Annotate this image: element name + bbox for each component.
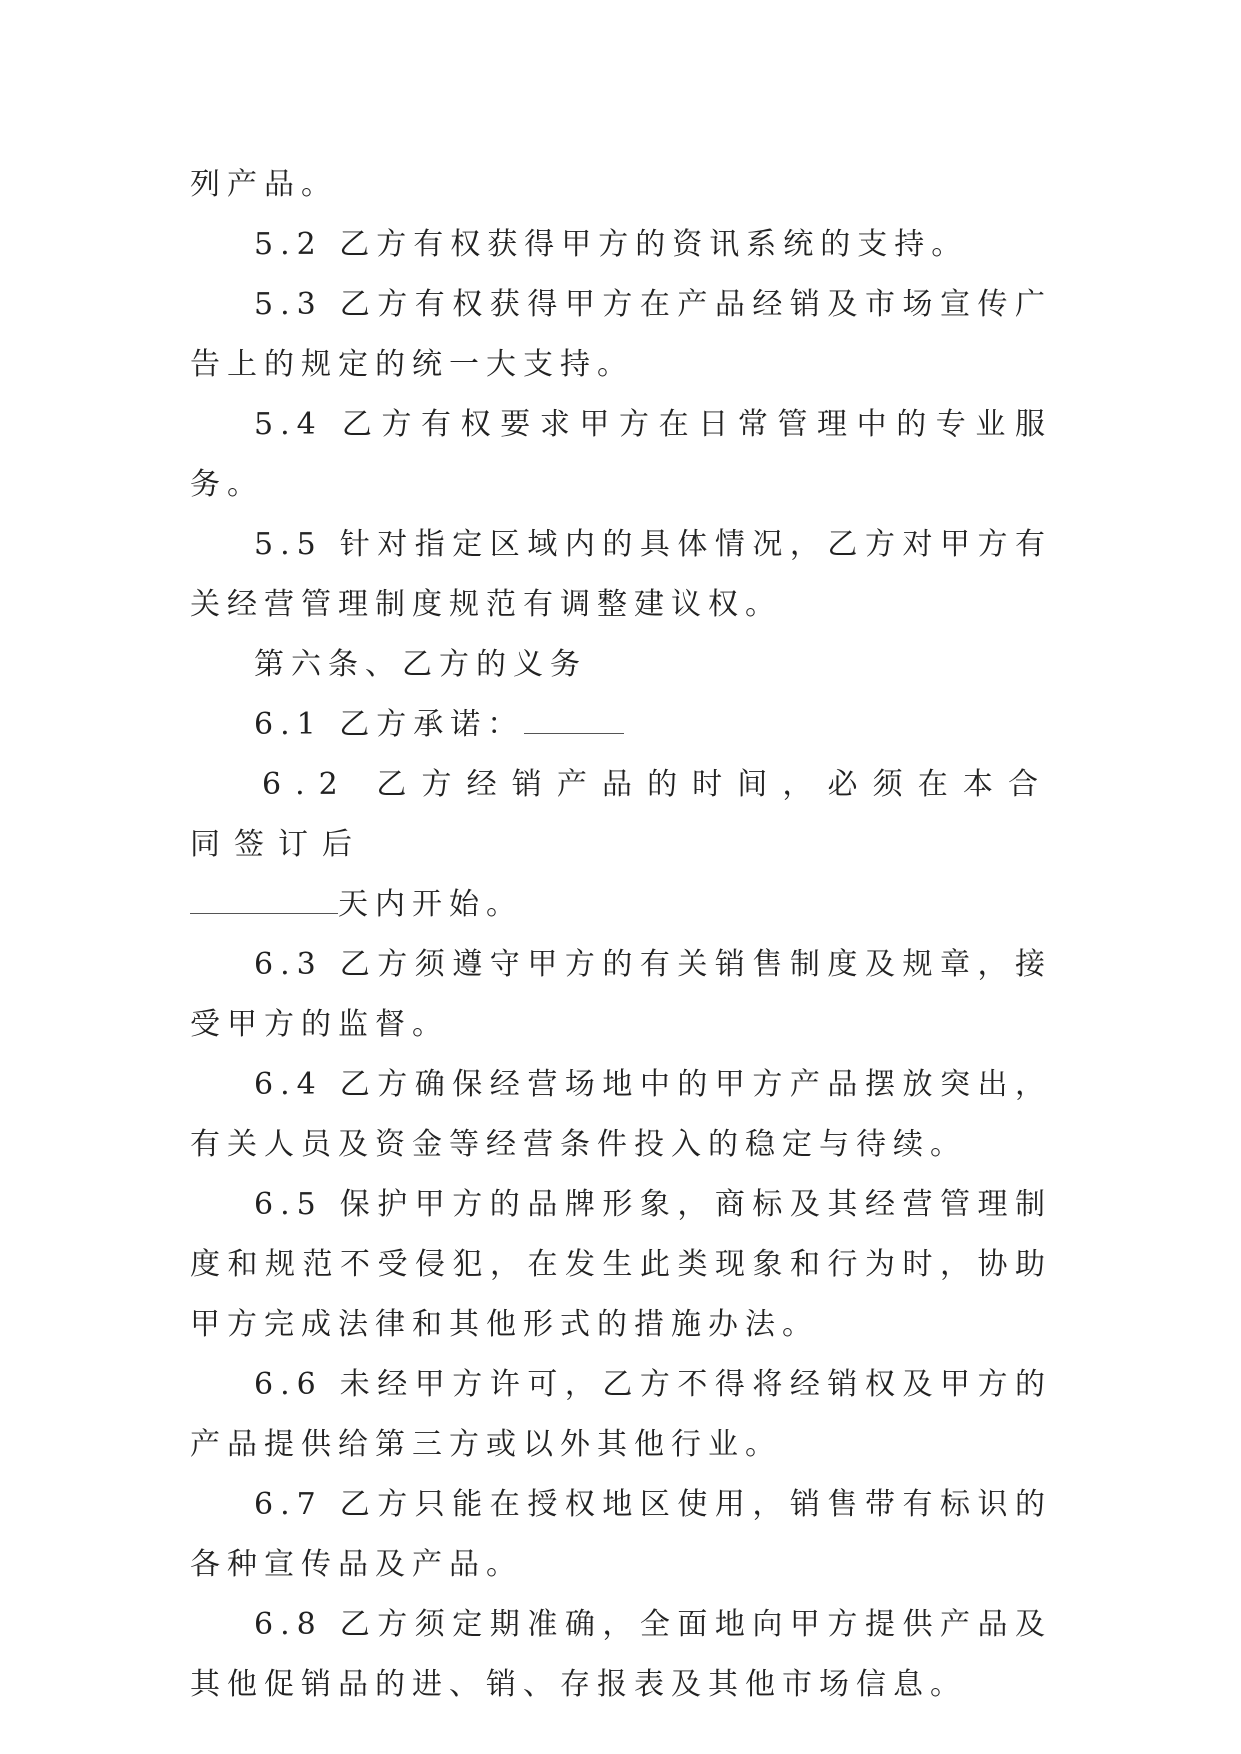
clause-6-2-continuation — [190, 875, 1052, 935]
clause-5-2: 5.2 乙方有权获得甲方的资讯系统的支持。 — [254, 227, 969, 262]
document-body — [190, 155, 1052, 1715]
article-6-heading: 第六条、乙方的义务 — [254, 647, 587, 682]
clause-6-5: 6.5 保护甲方的品牌形象，商标及其经营管理制度和规范不受侵犯，在发生此类现象和行为时，协助甲方完成法律和其他形式的措施办法。 — [190, 1187, 1052, 1342]
clause-5-3: 5.3 乙方有权获得甲方在产品经销及市场宣传广告上的规定的统一大支持。 — [190, 287, 1052, 382]
clause-6-2: 6.2 乙方经销产品的时间，必须在本合同签订后 — [190, 767, 1052, 862]
paragraph-continuation: 列产品。 — [190, 167, 338, 202]
clause-6-4: 6.4 乙方确保经营场地中的甲方产品摆放突出，有关人员及资金等经营条件投入的稳定与待续。 — [190, 1067, 1052, 1162]
clause-6-7: 6.7 乙方只能在授权地区使用，销售带有标识的各种宣传品及产品。 — [190, 1487, 1052, 1582]
clause-5-5: 5.5 针对指定区域内的具体情况，乙方对甲方有关经营管理制度规范有调整建议权。 — [190, 527, 1052, 622]
clause-6-1-text: 6.1 乙方承诺： — [254, 707, 525, 742]
clause-6-2-tail: 天内开始。 — [338, 887, 523, 922]
clause-6-8: 6.8 乙方须定期准确，全面地向甲方提供产品及其他促销品的进、销、存报表及其他市场信息。 — [190, 1607, 1052, 1702]
clause-6-1 — [190, 695, 1052, 755]
clause-6-3: 6.3 乙方须遵守甲方的有关销售制度及规章，接受甲方的监督。 — [190, 947, 1052, 1042]
fill-in-blank-days[interactable] — [190, 883, 338, 914]
clause-6-6: 6.6 未经甲方许可，乙方不得将经销权及甲方的产品提供给第三方或以外其他行业。 — [190, 1367, 1052, 1462]
clause-5-4: 5.4 乙方有权要求甲方在日常管理中的专业服务。 — [190, 407, 1052, 502]
fill-in-blank-commitment[interactable] — [524, 703, 624, 734]
